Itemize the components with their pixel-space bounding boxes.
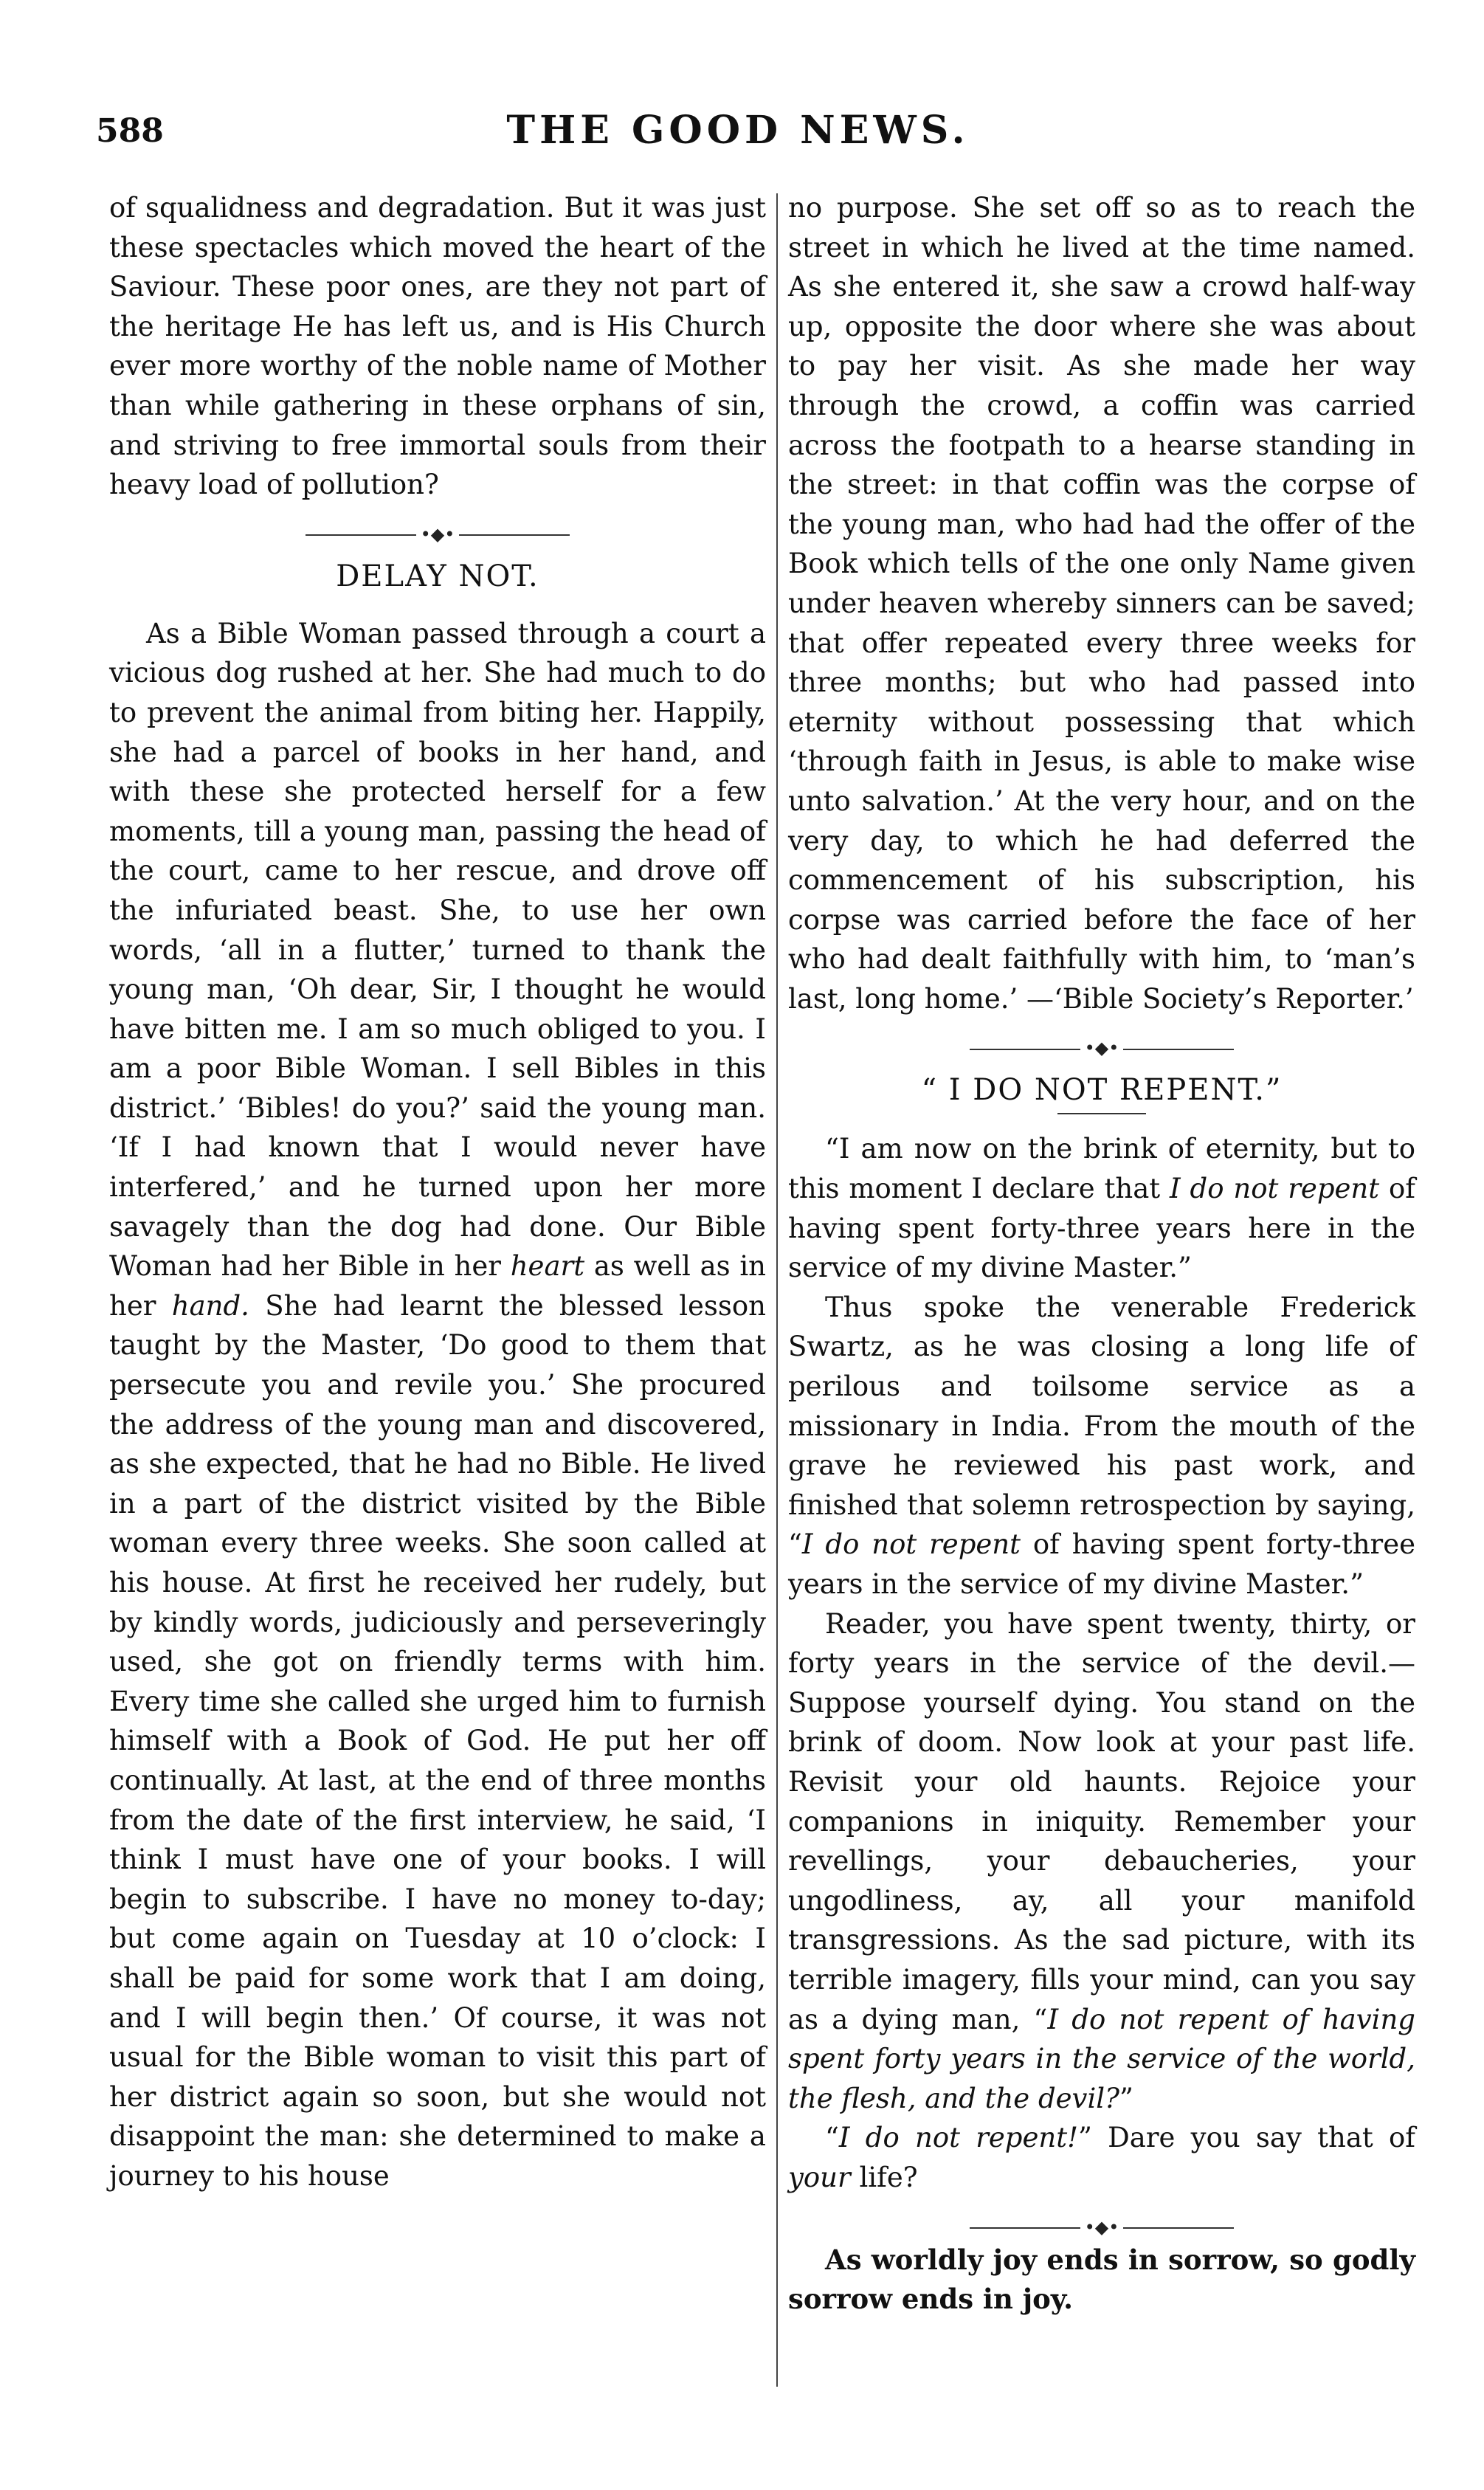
swartz-quote: “I am now on the brink of eternity, but to this moment I declare that I do not repent of having spent forty-three years here in the service of my divine Master.” xyxy=(788,1133,1415,1284)
article-continuation: of squalidness and degradation. But it was just these spectacles which moved the heart of the Saviour. These poor ones, are they not part of the heritage He has left us, and is His Church ever more worthy of the noble name of Mother than while gathering in these orphans of sin, and striving to free immortal souls from their heavy load of pollution? xyxy=(109,192,766,501)
section-heading-delay-not: DELAY NOT. xyxy=(336,559,539,593)
delay-not-conclusion: no purpose. She set off so as to reach the street in which he lived at the time named. As she entered it, she saw a crowd half-way up, opposite the door where she was about to pay her visit. As she made her way through the crowd, a coffin was carried across the footpath to a hearse standing in the street: in that coffin was the corpse of the young man, who had had the offer of the Book which tells of the one only Name given under heaven whereby sinners can be saved; that offer repeated every three weeks for three months; but who had passed into eternity without possessing that which ‘through faith in Jesus, is able to make wise unto salvation.’ At the very hour, and on the very day, to which he had deferred the commencement of his subscription, his corpse was carried before the face of her who had dealt faithfully with him, to ‘man’s last, long home.’ —‘Bible Society’s Reporter.’ xyxy=(788,192,1415,1015)
dare-you-say-paragraph: “I do not repent!” Dare you say that of your life? xyxy=(788,2122,1415,2193)
section-heading-i-do-not-repent: “ I DO NOT REPENT.” xyxy=(921,1073,1283,1108)
page-number: 588 xyxy=(96,112,164,150)
section-ornament: •◆• xyxy=(109,521,766,548)
closing-ornament: •◆• xyxy=(788,2214,1415,2241)
closing-maxim: As worldly joy ends in sorrow, so godly sorrow ends in joy. xyxy=(788,2243,1415,2316)
swartz-paragraph: Thus spoke the venerable Frederick Swartz, as he was closing a long life of perilous and toilsome service as a missionary in India. From the mouth of the grave he reviewed his past work, and finished that solemn retrospection by saying, “I do not repent of having spent forty-three years in the service of my divine Master.” xyxy=(788,1291,1415,1600)
delay-not-body: As a Bible Woman passed through a court a vicious dog rushed at her. She had much to do to prevent the animal from biting her. Happily, she had a parcel of books in her hand, and with these she protected herself for a few moments, till a young man, passing the head of the court, came to her rescue, and drove off the infuriated beast. She, to use her own words, ‘all in a flutter,’ turned to thank the young man, ‘Oh dear, Sir, I thought he would have bitten me. I am so much obliged to you. I am a poor Bible Woman. I sell Bibles in this district.’ ‘Bibles! do you?’ said the young man. ‘If I had known that I would never have interfered,’ and he turned upon her more savagely than the dog had done. Our Bible Woman had her Bible in her heart as well as in her hand. She had learnt the blessed lesson taught by the Master, ‘Do good to them that persecute you and revile you.’ She procured the address of the young man and discovered, as she expected, that he had no Bible. He lived in a part of the district visited by the Bible woman every three weeks. She soon called at his house. At first he received her rudely, but by kindly words, judiciously and perseveringly used, she got on friendly terms with him. Every time she called she urged him to furnish himself with a Book of God. He put her off continually. At last, at the end of three months from the date of the first interview, he said, ‘I think I must have one of your books. I will begin to subscribe. I have no money to-day; but come again on Tuesday at 10 o’clock: I shall be paid for some work that I am doing, and I will begin then.’ Of course, it was not usual for the Bible woman to visit this part of her district again so soon, but she would not disappoint the man: she determined to make a journey to his house xyxy=(109,617,767,2192)
section-ornament: •◆• xyxy=(788,1035,1415,1061)
heading-rule xyxy=(1057,1113,1146,1114)
right-column xyxy=(788,188,1415,2320)
left-column xyxy=(109,188,766,2196)
column-rule xyxy=(776,193,778,2387)
reader-paragraph: Reader, you have spent twenty, thirty, or forty years in the service of the devil.—Suppose yourself dying. You stand on the brink of doom. Now look at your past life. Revisit your old haunts. Rejoice your companions in iniquity. Remember your revellings, your debaucheries, your ungodliness, ay, all your manifold transgressions. As the sad picture, with its terrible imagery, fills your mind, can you say as a dying man, “I do not repent of having spent forty years in the service of the world, the flesh, and the devil?” xyxy=(788,1607,1415,2114)
running-head: THE GOOD NEWS. xyxy=(506,108,970,153)
